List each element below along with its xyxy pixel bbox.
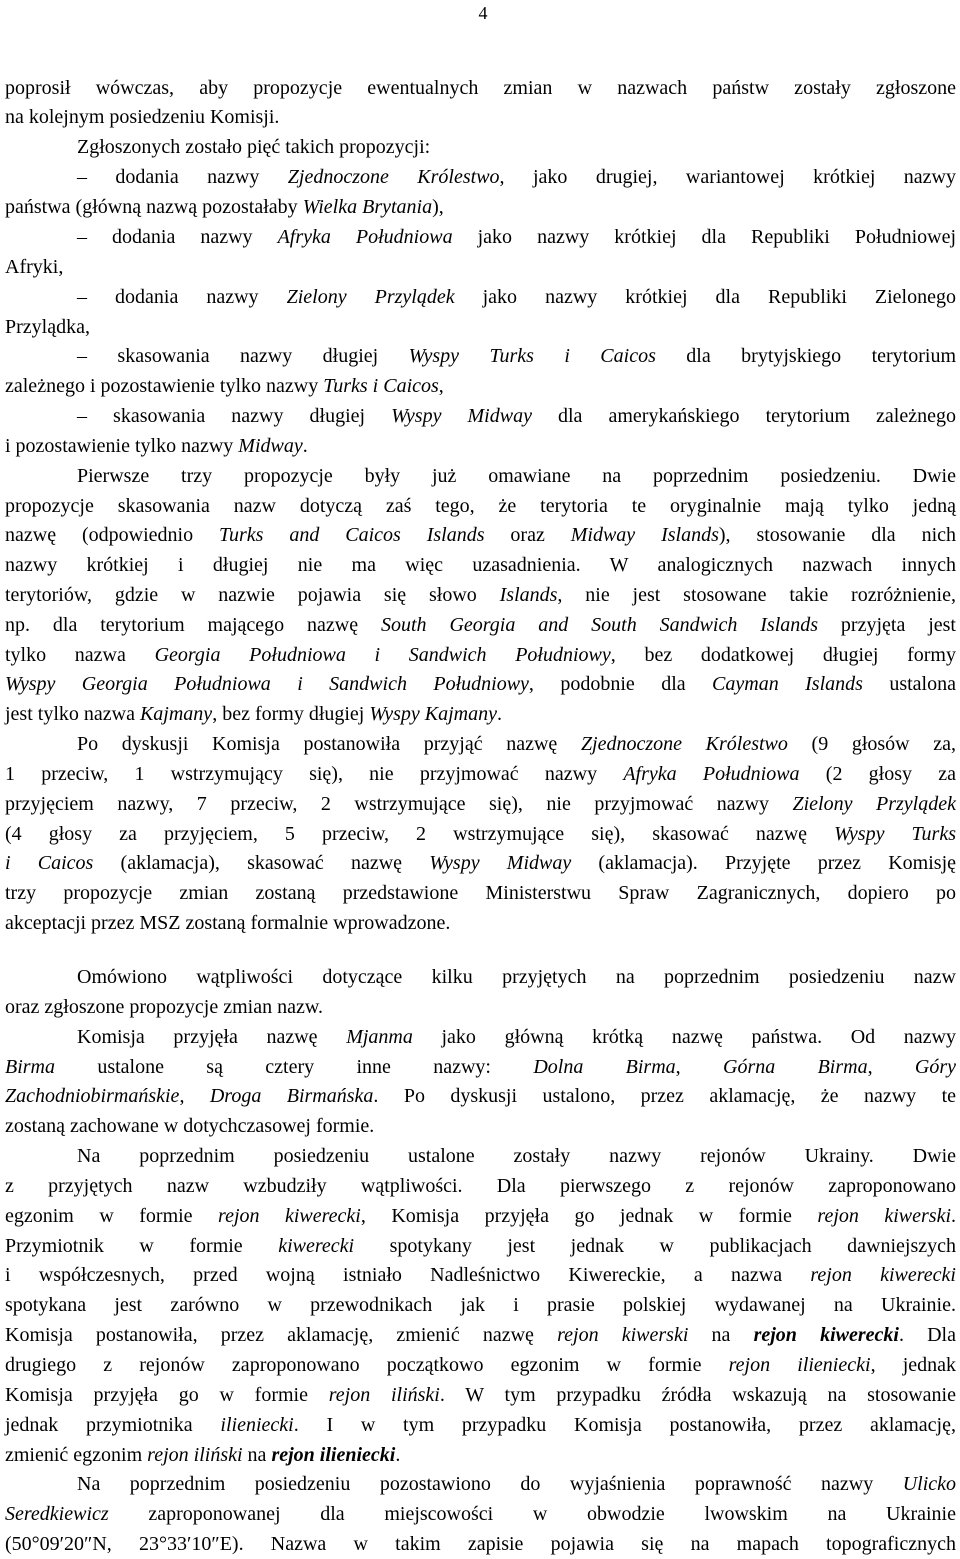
text-run: zaproponowanej dla miejscowości w obwodzie lwowskim na Ukrainie (108, 1503, 956, 1525)
text-line (77, 731, 956, 757)
italic-text: Midway Islands (570, 524, 719, 546)
text-run: przyjęta jest (818, 614, 956, 636)
italic-text: Turks i Caicos (323, 375, 439, 397)
italic-text: Góry (914, 1056, 957, 1078)
text-run: nazwy krótkiej i długiej nie ma więc uzasadnienia. W analogicznych nazwach innych (5, 554, 956, 576)
text-line (5, 1203, 956, 1229)
text-run: – dodania nazwy (77, 226, 278, 248)
text-run: akceptacji przez MSZ zostaną formalnie wprowadzone. (5, 912, 451, 934)
text-run: – skasowania nazwy długiej (77, 345, 409, 367)
italic-text: Wielka Brytania (302, 196, 433, 218)
text-line (5, 1501, 956, 1527)
italic-text: Afryka Południowa (277, 226, 453, 248)
text-line (77, 403, 956, 429)
text-run: . (951, 1205, 957, 1227)
text-run: , (438, 375, 444, 397)
text-line (5, 1442, 956, 1468)
italic-text: Turks and Caicos Islands (218, 524, 485, 546)
text-line (5, 1322, 956, 1348)
text-line (5, 522, 956, 548)
text-run: oraz zgłoszone propozycje zmian nazw. (5, 996, 323, 1018)
text-run: zmienić egzonim (5, 1444, 148, 1466)
text-line (5, 821, 956, 847)
italic-text: rejon kiwerski (557, 1324, 689, 1346)
text-run: nazwę (odpowiednio (5, 524, 219, 546)
text-run: oraz (484, 524, 571, 546)
text-run: np. dla terytorium mającego nazwę (5, 614, 381, 636)
text-line (5, 850, 956, 876)
text-line (77, 1143, 956, 1169)
text-run: Przymiotnik w formie (5, 1235, 279, 1257)
text-run: egzonim w formie (5, 1205, 219, 1227)
text-run: drugiego z rejonów zaproponowano początkowo egzonim w formie (5, 1354, 729, 1376)
italic-text: rejon kiwerski (817, 1205, 952, 1227)
italic-text: rejon iliński (328, 1384, 440, 1406)
italic-text: Wyspy Georgia Południowa i Sandwich Południowy (5, 673, 529, 695)
text-line (5, 880, 956, 906)
italic-text: rejon ilieniecki (271, 1444, 396, 1466)
italic-text: Afryka Południowa (623, 763, 800, 785)
italic-text: South Georgia and South Sandwich Islands (381, 614, 819, 636)
text-run: Zgłoszonych zostało pięć takich propozycji: (77, 136, 431, 158)
text-line (5, 910, 956, 936)
text-line (5, 1113, 956, 1139)
text-line (5, 642, 956, 668)
text-run: , nie jest stosowane takie rozróżnienie, (557, 584, 956, 606)
text-run: poprosił wówczas, aby propozycje ewentualnych zmian w nazwach państw zostały zgłoszone (5, 77, 956, 99)
text-line (5, 493, 956, 519)
text-line (5, 1173, 956, 1199)
text-run: Komisja przyjęła nazwę (77, 1026, 347, 1048)
italic-text: ilieniecki (220, 1414, 294, 1436)
text-run: . W tym przypadku źródła wskazują na stosowanie (439, 1384, 956, 1406)
text-run: Omówiono wątpliwości dotyczące kilku przyjętych na poprzednim posiedzeniu nazw (77, 966, 956, 988)
text-run: jako nazwy krótkiej dla Republiki Południowej (452, 226, 956, 248)
italic-text: Zielony Przylądek (792, 793, 956, 815)
text-run: Komisja postanowiła, przez aklamację, zmienić nazwę (5, 1324, 558, 1346)
text-run: ), stosowanie dla nich (718, 524, 956, 546)
text-line (77, 224, 956, 250)
text-run: , (179, 1085, 210, 1107)
italic-text: rejon kiwerecki (810, 1264, 956, 1286)
text-line (77, 343, 956, 369)
italic-text: Wyspy Kajmany (369, 703, 497, 725)
text-line (5, 373, 956, 399)
text-line (5, 1083, 956, 1109)
text-run: terytoriów, gdzie w nazwie pojawia się słowo (5, 584, 500, 606)
italic-text: rejon iliński (147, 1444, 243, 1466)
text-run: jako nazwy krótkiej dla Republiki Zielonego (454, 286, 956, 308)
text-run: , Komisja przyjęła go jednak w formie (360, 1205, 818, 1227)
text-run: Na poprzednim posiedzeniu ustalone zostały nazwy rejonów Ukrainy. Dwie (77, 1145, 956, 1167)
text-run: i współczesnych, przed wojną istniało Nadleśnictwo Kiwereckie, a nazwa (5, 1264, 811, 1286)
italic-text: rejon kiwerecki (218, 1205, 361, 1227)
text-line (5, 1262, 956, 1288)
text-line (77, 964, 956, 990)
text-run: ustalone są cztery inne nazwy: (55, 1056, 534, 1078)
text-line (5, 1412, 956, 1438)
italic-text: Islands (499, 584, 558, 606)
text-run: z przyjętych nazw wzbudziły wątpliwości. Dla pierwszego z rejonów zaproponowano (5, 1175, 956, 1197)
text-run: , jako drugiej, wariantowej krótkiej nazwy (499, 166, 956, 188)
text-run: dla brytyjskiego terytorium (655, 345, 956, 367)
text-line (77, 1024, 956, 1050)
text-run: . Dla (898, 1324, 956, 1346)
text-line (5, 1292, 956, 1318)
text-run: zostaną zachowane w dotychczasowej formie. (5, 1115, 375, 1137)
text-run: , jednak (870, 1354, 957, 1376)
text-line (77, 1471, 956, 1497)
text-line (5, 104, 956, 130)
italic-text: Ulicko (902, 1473, 956, 1495)
italic-text: Zjednoczone Królestwo (580, 733, 788, 755)
text-line (5, 1054, 956, 1080)
italic-text: Georgia Południowa i Sandwich Południowy (154, 644, 611, 666)
italic-text: Wyspy Turks i Caicos (408, 345, 656, 367)
text-run: – skasowania nazwy długiej (77, 405, 392, 427)
text-run: Afryki, (5, 256, 64, 278)
text-run: , bez dodatkowej długiej formy (610, 644, 956, 666)
text-run: ), (432, 196, 444, 218)
italic-text: Cayman Islands (712, 673, 863, 695)
text-run: Przylądka, (5, 316, 90, 338)
text-line (5, 194, 956, 220)
text-run: propozycje skasowania nazw dotyczą zaś tego, że terytoria te oryginalnie mają tylko jedną (5, 495, 956, 517)
text-run: na (242, 1444, 272, 1466)
text-run: trzy propozycje zmian zostaną przedstawione Ministerstwu Spraw Zagranicznych, dopiero po (5, 882, 956, 904)
text-line (5, 1382, 956, 1408)
text-run: Po dyskusji Komisja postanowiła przyjąć nazwę (77, 733, 581, 755)
italic-text: Wyspy Midway (429, 852, 572, 874)
text-run: , podobnie dla (528, 673, 713, 695)
text-run: spotykany jest jednak w publikacjach dawniejszych (354, 1235, 956, 1257)
italic-text: rejon kiwerecki (753, 1324, 899, 1346)
text-run: – dodania nazwy (77, 286, 287, 308)
text-line (77, 284, 956, 310)
text-line (5, 671, 956, 697)
text-run: na kolejnym posiedzeniu Komisji. (5, 106, 280, 128)
text-run: , (675, 1056, 724, 1078)
text-run: , bez formy długiej (212, 703, 370, 725)
text-line (77, 134, 956, 160)
italic-text: kiwerecki (278, 1235, 355, 1257)
italic-text: rejon ilieniecki (728, 1354, 871, 1376)
text-run: Pierwsze trzy propozycje były już omawiane na poprzednim posiedzeniu. Dwie (77, 465, 956, 487)
text-line (5, 75, 956, 101)
text-run: (4 głosy za przyjęciem, 5 przeciw, 2 wstrzymujące się), skasować nazwę (5, 823, 835, 845)
text-run: (9 głosów za, (787, 733, 956, 755)
italic-text: Midway (238, 435, 303, 457)
text-run: i pozostawienie tylko nazwy (5, 435, 239, 457)
text-line (5, 1352, 956, 1378)
text-run: spotykana jest zarówno w przewodnikach jak i prasie polskiej wydawanej na Ukrainie. (5, 1294, 956, 1316)
text-run: . (395, 1444, 401, 1466)
italic-text: Seredkiewicz (5, 1503, 109, 1525)
italic-text: Zielony Przylądek (286, 286, 455, 308)
text-line (5, 1233, 956, 1259)
text-run: zależnego i pozostawienie tylko nazwy (5, 375, 324, 397)
italic-text: Wyspy Turks (834, 823, 956, 845)
text-line (5, 552, 956, 578)
text-line (5, 254, 956, 280)
text-run: dla amerykańskiego terytorium zależnego (531, 405, 956, 427)
text-run: Na poprzednim posiedzeniu pozostawiono do wyjaśnienia poprawność nazwy (77, 1473, 903, 1495)
italic-text: Birma (5, 1056, 55, 1078)
text-run: – dodania nazwy (77, 166, 288, 188)
text-line (77, 164, 956, 190)
text-line (5, 761, 956, 787)
text-run: ustalona (862, 673, 956, 695)
text-line (5, 701, 956, 727)
text-line (5, 433, 956, 459)
text-line (5, 1531, 956, 1557)
text-run: jest tylko nazwa (5, 703, 140, 725)
page-number: 4 (478, 3, 488, 23)
text-run: jednak przymiotnika (5, 1414, 221, 1436)
italic-text: Droga Birmańska (209, 1085, 374, 1107)
text-run: , (867, 1056, 915, 1078)
italic-text: Dolna Birma (533, 1056, 676, 1078)
text-run: (aklamacja). Przyjęte przez Komisję (571, 852, 957, 874)
text-run: . (302, 435, 308, 457)
italic-text: Zachodniobirmańskie (5, 1085, 180, 1107)
text-run: państwa (główną nazwą pozostałaby (5, 196, 303, 218)
text-run: jako główną krótką nazwę państwa. Od nazwy (412, 1026, 956, 1048)
text-run: 1 przeciw, 1 wstrzymujący się), nie przyjmować nazwy (5, 763, 624, 785)
text-line (77, 463, 956, 489)
italic-text: Wyspy Midway (391, 405, 532, 427)
text-run: (aklamacja), skasować nazwę (93, 852, 430, 874)
text-run: . Po dyskusji ustalono, przez aklamację, że nazwy te (373, 1085, 957, 1107)
italic-text: Mjanma (346, 1026, 413, 1048)
text-line (5, 994, 956, 1020)
text-run: (2 głosy za (799, 763, 956, 785)
italic-text: i Caicos (5, 852, 94, 874)
text-run: tylko nazwa (5, 644, 155, 666)
text-run: (50°09′20″N, 23°33′10″E). Nazwa w takim zapisie pojawia się na mapach topograficznych (5, 1533, 956, 1555)
text-line (5, 582, 956, 608)
text-run: . (496, 703, 502, 725)
text-run: na (688, 1324, 754, 1346)
text-run: Komisja przyjęła go w formie (5, 1384, 329, 1406)
text-line (5, 612, 956, 638)
italic-text: Zjednoczone Królestwo (287, 166, 500, 188)
italic-text: Kajmany (139, 703, 213, 725)
text-line (5, 314, 956, 340)
text-run: przyjęciem nazwy, 7 przeciw, 2 wstrzymujące się), nie przyjmować nazwy (5, 793, 793, 815)
italic-text: Górna Birma (723, 1056, 868, 1078)
text-run: . I w tym przypadku Komisja postanowiła, przez aklamację, (293, 1414, 956, 1436)
text-line (5, 791, 956, 817)
